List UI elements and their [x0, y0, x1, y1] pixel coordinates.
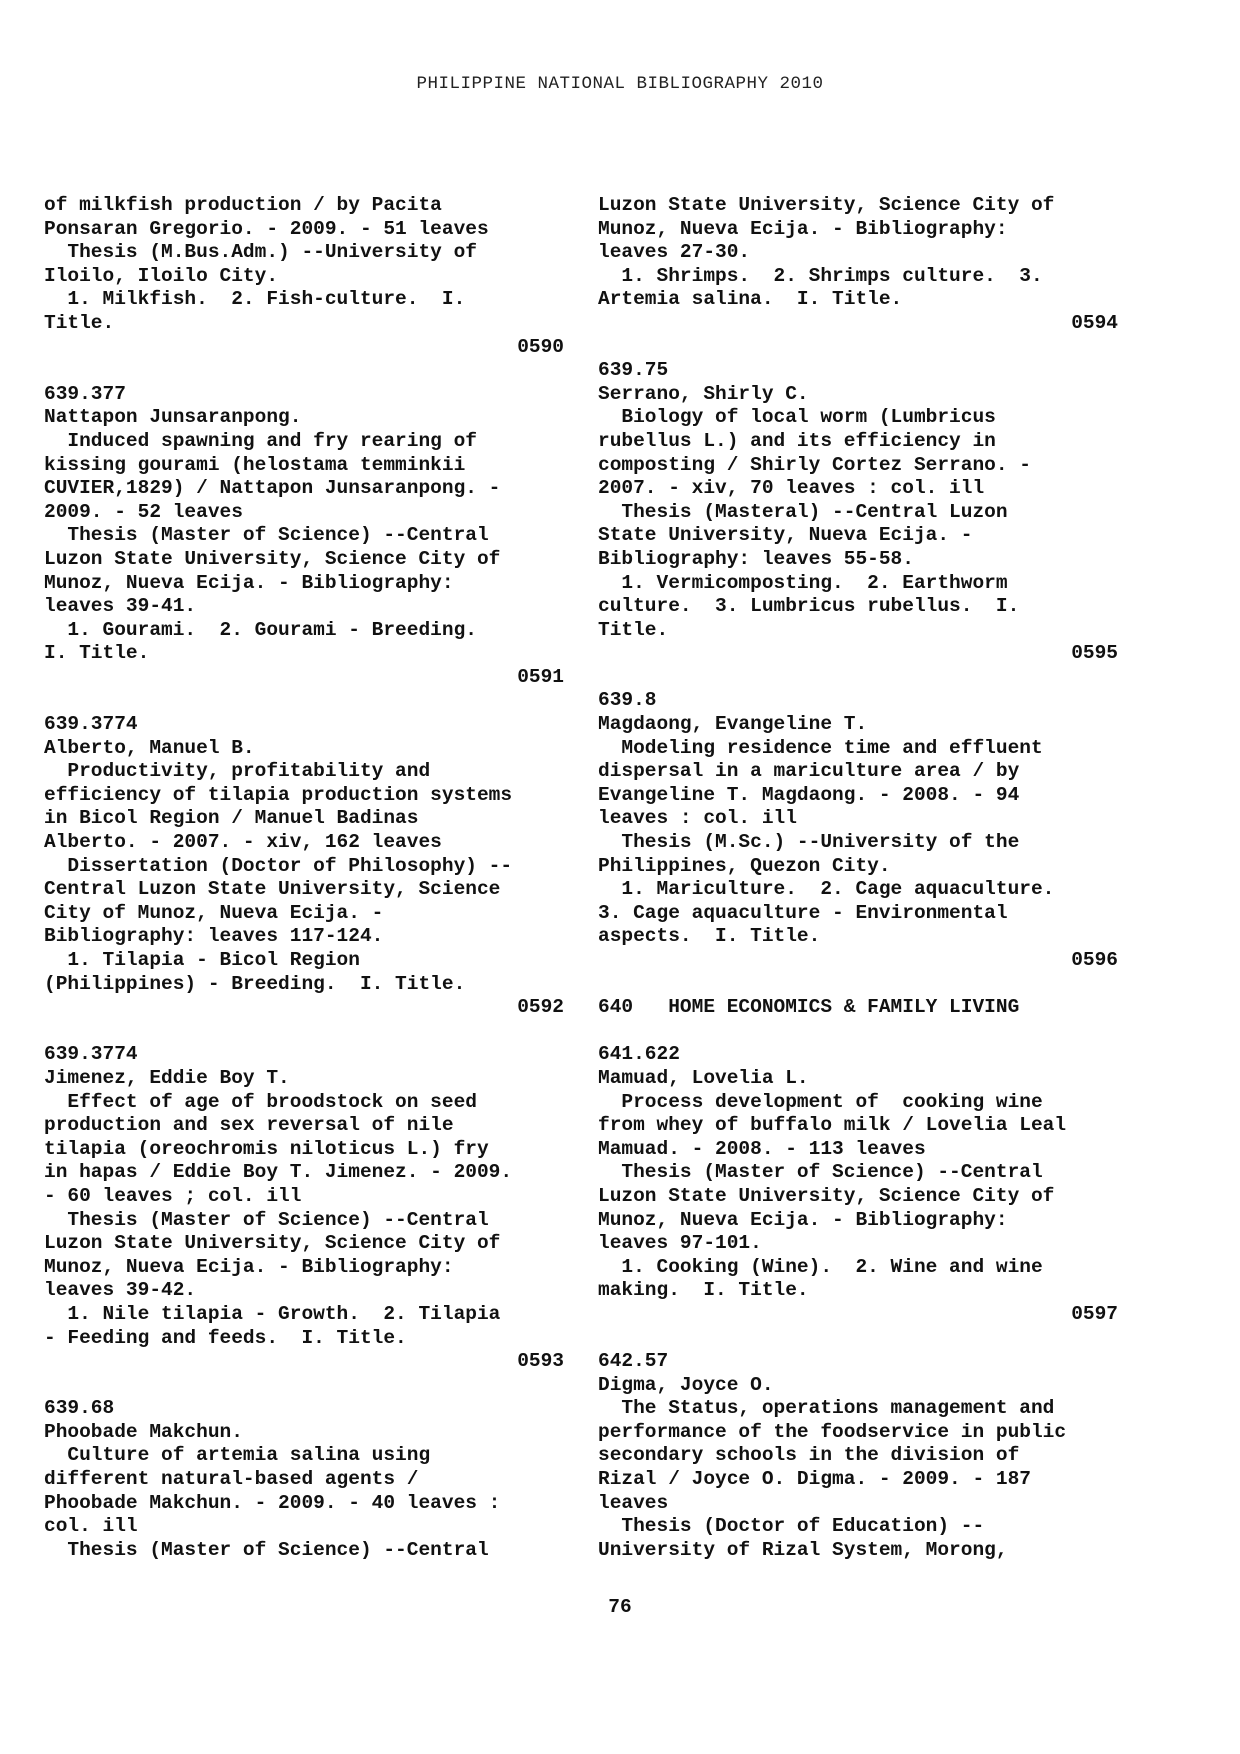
- entry-line: in Bicol Region / Manuel Badinas: [44, 807, 419, 830]
- entry-line: Induced spawning and fry rearing of: [44, 429, 477, 452]
- blank-line: [44, 1020, 564, 1044]
- entry-line: performance of the foodservice in public: [598, 1420, 1067, 1443]
- entry-line: The Status, operations management and: [598, 1397, 1055, 1420]
- entry-line: Munoz, Nueva Ecija. - Bibliography:: [44, 1255, 454, 1278]
- entry-line: Title.: [44, 311, 115, 334]
- entry-line: culture. 3. Lumbricus rubellus. I.: [598, 595, 1020, 618]
- entry-line: 2007. - xiv, 70 leaves : col. ill: [598, 477, 985, 500]
- entry-line: Modeling residence time and effluent: [598, 736, 1043, 759]
- entry-number: 0593: [517, 1350, 564, 1373]
- entry-line: Bibliography: leaves 55-58.: [598, 547, 914, 570]
- entry-line: Thesis (Master of Science) --Central: [44, 1538, 489, 1561]
- entry-line: leaves : col. ill: [598, 807, 797, 830]
- blank-line: [598, 336, 1118, 360]
- entry-line: Thesis (Masteral) --Central Luzon: [598, 500, 1008, 523]
- entry-line: 1. Vermicomposting. 2. Earthworm: [598, 571, 1008, 594]
- entry-line: leaves 27-30.: [598, 241, 751, 264]
- entry-line: aspects. I. Title.: [598, 925, 821, 948]
- entry-line: Munoz, Nueva Ecija. - Bibliography:: [44, 571, 454, 594]
- entry-line: Productivity, profitability and: [44, 760, 431, 783]
- entry-line: Artemia salina. I. Title.: [598, 288, 903, 311]
- entry-line: Title.: [598, 618, 669, 641]
- entry-line: composting / Shirly Cortez Serrano. -: [598, 453, 1031, 476]
- entry-line: rubellus L.) and its efficiency in: [598, 429, 996, 452]
- entry-line: Digma, Joyce O.: [598, 1373, 774, 1396]
- entry-line: 1. Mariculture. 2. Cage aquaculture.: [598, 878, 1055, 901]
- entry-line: - Feeding and feeds. I. Title.: [44, 1326, 407, 1349]
- entry-line: Thesis (Master of Science) --Central: [44, 524, 489, 547]
- entry-line: I. Title.: [44, 642, 150, 665]
- entry-line: Phoobade Makchun.: [44, 1420, 243, 1443]
- entry-line: Phoobade Makchun. - 2009. - 40 leaves :: [44, 1491, 501, 1514]
- page-number: 76: [608, 1596, 632, 1618]
- entry-line: 1. Gourami. 2. Gourami - Breeding.: [44, 618, 477, 641]
- entry-line: from whey of buffalo milk / Lovelia Leal: [598, 1114, 1067, 1137]
- entry-line: Serrano, Shirly C.: [598, 382, 809, 405]
- entry-line: making. I. Title.: [598, 1279, 809, 1302]
- entry-line: Iloilo, Iloilo City.: [44, 264, 279, 287]
- entry-line: 1. Tilapia - Bicol Region: [44, 949, 360, 971]
- entry-line: different natural-based agents /: [44, 1468, 419, 1491]
- entry-line: efficiency of tilapia production systems: [44, 783, 513, 806]
- entry-line: 1. Shrimps. 2. Shrimps culture. 3.: [598, 264, 1043, 287]
- entry-number: 0591: [517, 665, 564, 688]
- entry-line: Alberto, Manuel B.: [44, 736, 255, 759]
- entry-line: col. ill: [44, 1515, 138, 1538]
- entry-line: kissing gourami (helostama temminkii: [44, 453, 466, 476]
- entry-line: Thesis (Master of Science) --Central: [44, 1208, 489, 1231]
- entry-number: 0597: [1071, 1302, 1118, 1325]
- entry-line: Thesis (M.Bus.Adm.) --University of: [44, 241, 477, 264]
- entry-line: Luzon State University, Science City of: [44, 547, 501, 570]
- entry-line: production and sex reversal of nile: [44, 1114, 454, 1137]
- entry-line: Thesis (Doctor of Education) --: [598, 1515, 985, 1538]
- entry-line: in hapas / Eddie Boy T. Jimenez. - 2009.: [44, 1161, 513, 1184]
- blank-line: [598, 666, 1118, 690]
- right-column: [598, 194, 1118, 1562]
- entry-line: University of Rizal System, Morong,: [598, 1538, 1008, 1561]
- blank-line: [44, 1374, 564, 1398]
- entry-line: 639.377: [44, 382, 126, 405]
- entry-line: Biology of local worm (Lumbricus: [598, 406, 996, 429]
- entry-line: Effect of age of broodstock on seed: [44, 1090, 477, 1113]
- entry-line: of milkfish production / by Pacita: [44, 194, 442, 216]
- blank-line: [598, 1020, 1118, 1044]
- entry-number: 0596: [1071, 949, 1118, 971]
- entry-line: Luzon State University, Science City of: [44, 1232, 501, 1255]
- entry-line: 1. Nile tilapia - Growth. 2. Tilapia: [44, 1302, 501, 1325]
- entry-line: Culture of artemia salina using: [44, 1444, 431, 1467]
- entry-line: - 60 leaves ; col. ill: [44, 1184, 302, 1207]
- entry-line: Nattapon Junsaranpong.: [44, 406, 302, 429]
- entry-line: 642.57: [598, 1350, 669, 1373]
- entry-line: 640 HOME ECONOMICS & FAMILY LIVING: [598, 996, 1020, 1019]
- entry-line: Mamuad, Lovelia L.: [598, 1066, 809, 1089]
- entry-line: (Philippines) - Breeding. I. Title.: [44, 972, 466, 995]
- entry-line: Magdaong, Evangeline T.: [598, 713, 868, 736]
- entry-number: 0594: [1071, 311, 1118, 334]
- blank-line: [598, 973, 1118, 997]
- entry-line: 1. Cooking (Wine). 2. Wine and wine: [598, 1255, 1043, 1278]
- entry-line: secondary schools in the division of: [598, 1444, 1020, 1467]
- entry-line: tilapia (oreochromis niloticus L.) fry: [44, 1137, 489, 1160]
- entry-line: Munoz, Nueva Ecija. - Bibliography:: [598, 217, 1008, 240]
- entry-line: 2009. - 52 leaves: [44, 500, 243, 523]
- entry-line: Mamuad. - 2008. - 113 leaves: [598, 1137, 926, 1160]
- entry-line: City of Munoz, Nueva Ecija. -: [44, 901, 384, 924]
- blank-line: [44, 689, 564, 713]
- entry-line: 1. Milkfish. 2. Fish-culture. I.: [44, 288, 466, 311]
- entry-line: Thesis (M.Sc.) --University of the: [598, 831, 1020, 854]
- blank-line: [598, 1327, 1118, 1351]
- entry-line: dispersal in a mariculture area / by: [598, 760, 1020, 783]
- entry-line: 639.68: [44, 1397, 115, 1420]
- entry-line: Philippines, Quezon City.: [598, 854, 891, 877]
- entry-line: Thesis (Master of Science) --Central: [598, 1161, 1043, 1184]
- entry-line: 3. Cage aquaculture - Environmental: [598, 901, 1008, 924]
- entry-line: Luzon State University, Science City of: [598, 194, 1055, 216]
- entry-line: 639.3774: [44, 1043, 138, 1066]
- entry-line: Munoz, Nueva Ecija. - Bibliography:: [598, 1208, 1008, 1231]
- entry-line: leaves 97-101.: [598, 1232, 762, 1255]
- entry-line: Central Luzon State University, Science: [44, 878, 501, 901]
- entry-line: 639.8: [598, 689, 657, 712]
- entry-line: Bibliography: leaves 117-124.: [44, 925, 384, 948]
- entry-line: 639.3774: [44, 713, 138, 736]
- entry-line: Jimenez, Eddie Boy T.: [44, 1066, 290, 1089]
- entry-line: leaves 39-41.: [44, 595, 197, 618]
- entry-line: Evangeline T. Magdaong. - 2008. - 94: [598, 783, 1020, 806]
- entry-line: 639.75: [598, 359, 669, 382]
- left-column: [44, 194, 564, 1562]
- entry-line: leaves 39-42.: [44, 1279, 197, 1302]
- entry-line: State University, Nueva Ecija. -: [598, 524, 973, 547]
- blank-line: [44, 359, 564, 383]
- running-head: PHILIPPINE NATIONAL BIBLIOGRAPHY 2010: [416, 74, 824, 94]
- entry-number: 0590: [517, 335, 564, 358]
- entry-line: Alberto. - 2007. - xiv, 162 leaves: [44, 831, 442, 854]
- entry-line: Dissertation (Doctor of Philosophy) --: [44, 854, 513, 877]
- entry-number: 0595: [1071, 642, 1118, 665]
- entry-line: Luzon State University, Science City of: [598, 1184, 1055, 1207]
- entry-line: CUVIER,1829) / Nattapon Junsaranpong. -: [44, 477, 501, 500]
- entry-line: Ponsaran Gregorio. - 2009. - 51 leaves: [44, 217, 489, 240]
- entry-line: Process development of cooking wine: [598, 1090, 1043, 1113]
- entry-line: 641.622: [598, 1043, 680, 1066]
- entry-line: Rizal / Joyce O. Digma. - 2009. - 187: [598, 1468, 1031, 1491]
- entry-number: 0592: [517, 996, 564, 1019]
- entry-line: leaves: [598, 1491, 669, 1514]
